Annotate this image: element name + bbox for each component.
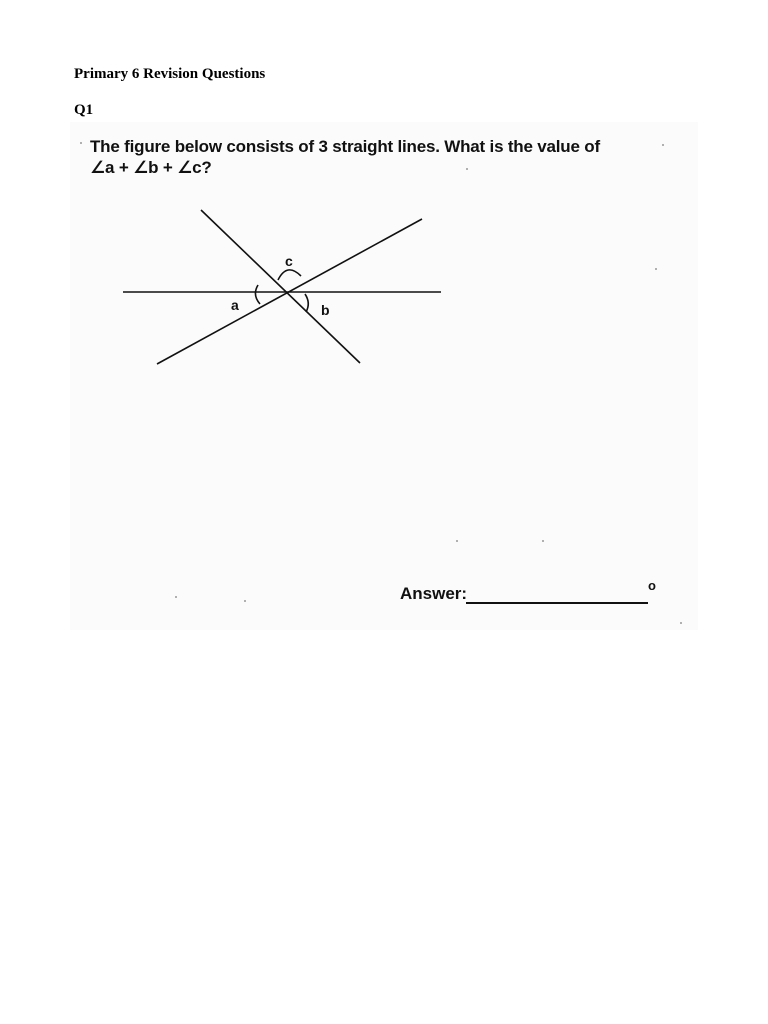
degree-symbol: o <box>648 578 656 593</box>
scan-noise <box>662 144 664 146</box>
scan-noise <box>542 540 544 542</box>
scan-noise <box>244 600 246 602</box>
scanned-question-image <box>70 122 698 630</box>
angle-label-a: a <box>231 297 239 313</box>
question-text-line-1: The figure below consists of 3 straight lines. What is the value of <box>90 137 600 156</box>
question-number: Q1 <box>74 102 94 118</box>
scan-noise <box>655 268 657 270</box>
falling-line <box>201 210 360 363</box>
answer-label: Answer: <box>400 584 468 603</box>
scan-noise <box>80 142 82 144</box>
angle-label-b: b <box>321 302 330 318</box>
scan-noise <box>680 622 682 624</box>
angle-c-arc <box>278 270 301 280</box>
answer-blank <box>466 602 648 604</box>
scan-noise <box>175 596 177 598</box>
scan-noise <box>466 168 468 170</box>
angle-b-arc <box>305 294 308 312</box>
document-heading: Primary 6 Revision Questions <box>74 66 266 82</box>
angle-label-c: c <box>285 253 293 269</box>
scan-noise <box>456 540 458 542</box>
three-lines-figure <box>70 122 698 630</box>
angle-a-arc <box>255 285 260 304</box>
question-text-line-2: ∠a + ∠b + ∠c? <box>90 158 212 177</box>
